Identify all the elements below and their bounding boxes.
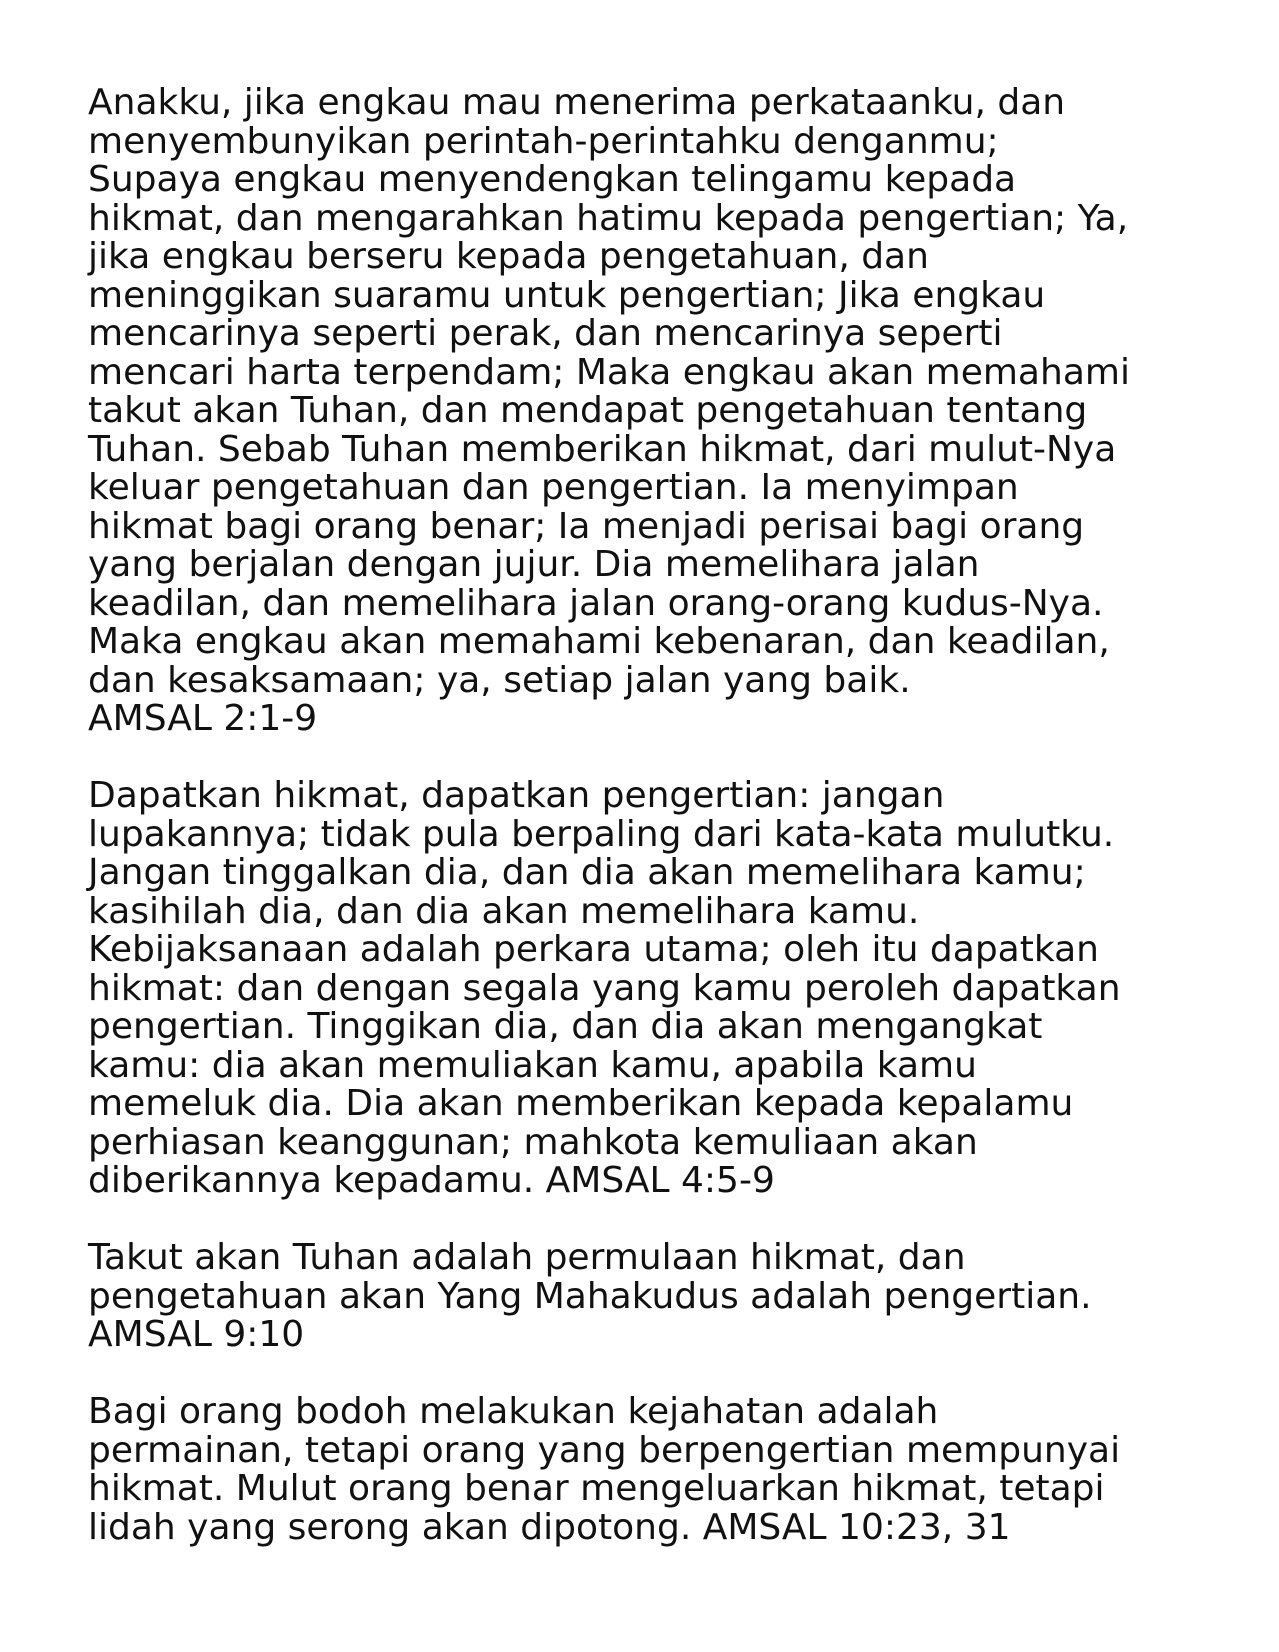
text-line: pengertian. Tinggikan dia, dan dia akan mengangkat — [88, 1006, 1043, 1047]
passage-amsal-2 — [88, 84, 1208, 739]
verse-reference: AMSAL 2:1-9 — [88, 698, 318, 739]
text-line: meninggikan suaramu untuk pengertian; Jika engkau — [88, 274, 1046, 316]
text-line: hikmat bagi orang benar; Ia menjadi perisai bagi orang — [88, 505, 1085, 547]
passage-amsal-9 — [88, 1239, 1208, 1355]
passage-amsal-10 — [88, 1393, 1208, 1547]
document-body — [88, 84, 1208, 1547]
text-line: Anakku, jika engkau mau menerima perkataanku, dan — [88, 82, 1066, 123]
passage-amsal-4 — [88, 777, 1208, 1201]
text-line: takut akan Tuhan, dan mendapat pengetahuan tentang — [88, 390, 1088, 431]
text-line: kamu: dia akan memuliakan kamu, apabila kamu — [88, 1044, 977, 1086]
text-line: Supaya engkau menyendengkan telingamu kepada — [88, 159, 1017, 200]
text-line: Maka engkau akan memahami kebenaran, dan keadilan, — [88, 621, 1110, 662]
text-line: kasihilah dia, dan dia akan memelihara kamu. — [88, 890, 920, 932]
text-line: yang berjalan dengan jujur. Dia memelihara jalan — [88, 544, 980, 585]
text-line: keluar pengetahuan dan pengertian. Ia menyimpan — [88, 467, 1019, 508]
text-line: Dapatkan hikmat, dapatkan pengertian: jangan — [88, 775, 945, 816]
text-line: Bagi orang bodoh melakukan kejahatan adalah — [88, 1391, 939, 1432]
text-line: memeluk dia. Dia akan memberikan kepada kepalamu — [88, 1083, 1074, 1124]
verse-reference: AMSAL 9:10 — [88, 1314, 305, 1355]
text-line: dan kesaksamaan; ya, setiap jalan yang baik. — [88, 659, 911, 701]
text-line: Jangan tinggalkan dia, dan dia akan memelihara kamu; — [88, 852, 1086, 893]
text-line: diberikannya kepadamu. AMSAL 4:5-9 — [88, 1160, 775, 1201]
text-line: jika engkau berseru kepada pengetahuan, dan — [88, 236, 929, 277]
text-line: lidah yang serong akan dipotong. AMSAL 10:23, 31 — [88, 1506, 1011, 1548]
text-line: lupakannya; tidak pula berpaling dari kata-kata mulutku. — [88, 813, 1115, 855]
text-line: Takut akan Tuhan adalah permulaan hikmat, dan — [88, 1237, 966, 1278]
text-line: Kebijaksanaan adalah perkara utama; oleh itu dapatkan — [88, 929, 1099, 970]
text-line: hikmat. Mulut orang benar mengeluarkan hikmat, tetapi — [88, 1468, 1105, 1509]
text-line: permainan, tetapi orang yang berpengertian mempunyai — [88, 1429, 1121, 1471]
text-line: pengetahuan akan Yang Mahakudus adalah pengertian. — [88, 1275, 1092, 1317]
text-line: Tuhan. Sebab Tuhan memberikan hikmat, dari mulut-Nya — [88, 428, 1117, 470]
text-line: hikmat: dan dengan segala yang kamu peroleh dapatkan — [88, 967, 1121, 1009]
text-line: keadilan, dan memelihara jalan orang-orang kudus-Nya. — [88, 582, 1104, 624]
text-line: hikmat, dan mengarahkan hatimu kepada pengertian; Ya, — [88, 197, 1129, 239]
text-line: perhiasan keanggunan; mahkota kemuliaan akan — [88, 1121, 978, 1163]
text-line: mencarinya seperti perak, dan mencarinya seperti — [88, 313, 1003, 354]
text-line: mencari harta terpendam; Maka engkau akan memahami — [88, 351, 1130, 393]
text-line: menyembunyikan perintah-perintahku denganmu; — [88, 120, 999, 162]
